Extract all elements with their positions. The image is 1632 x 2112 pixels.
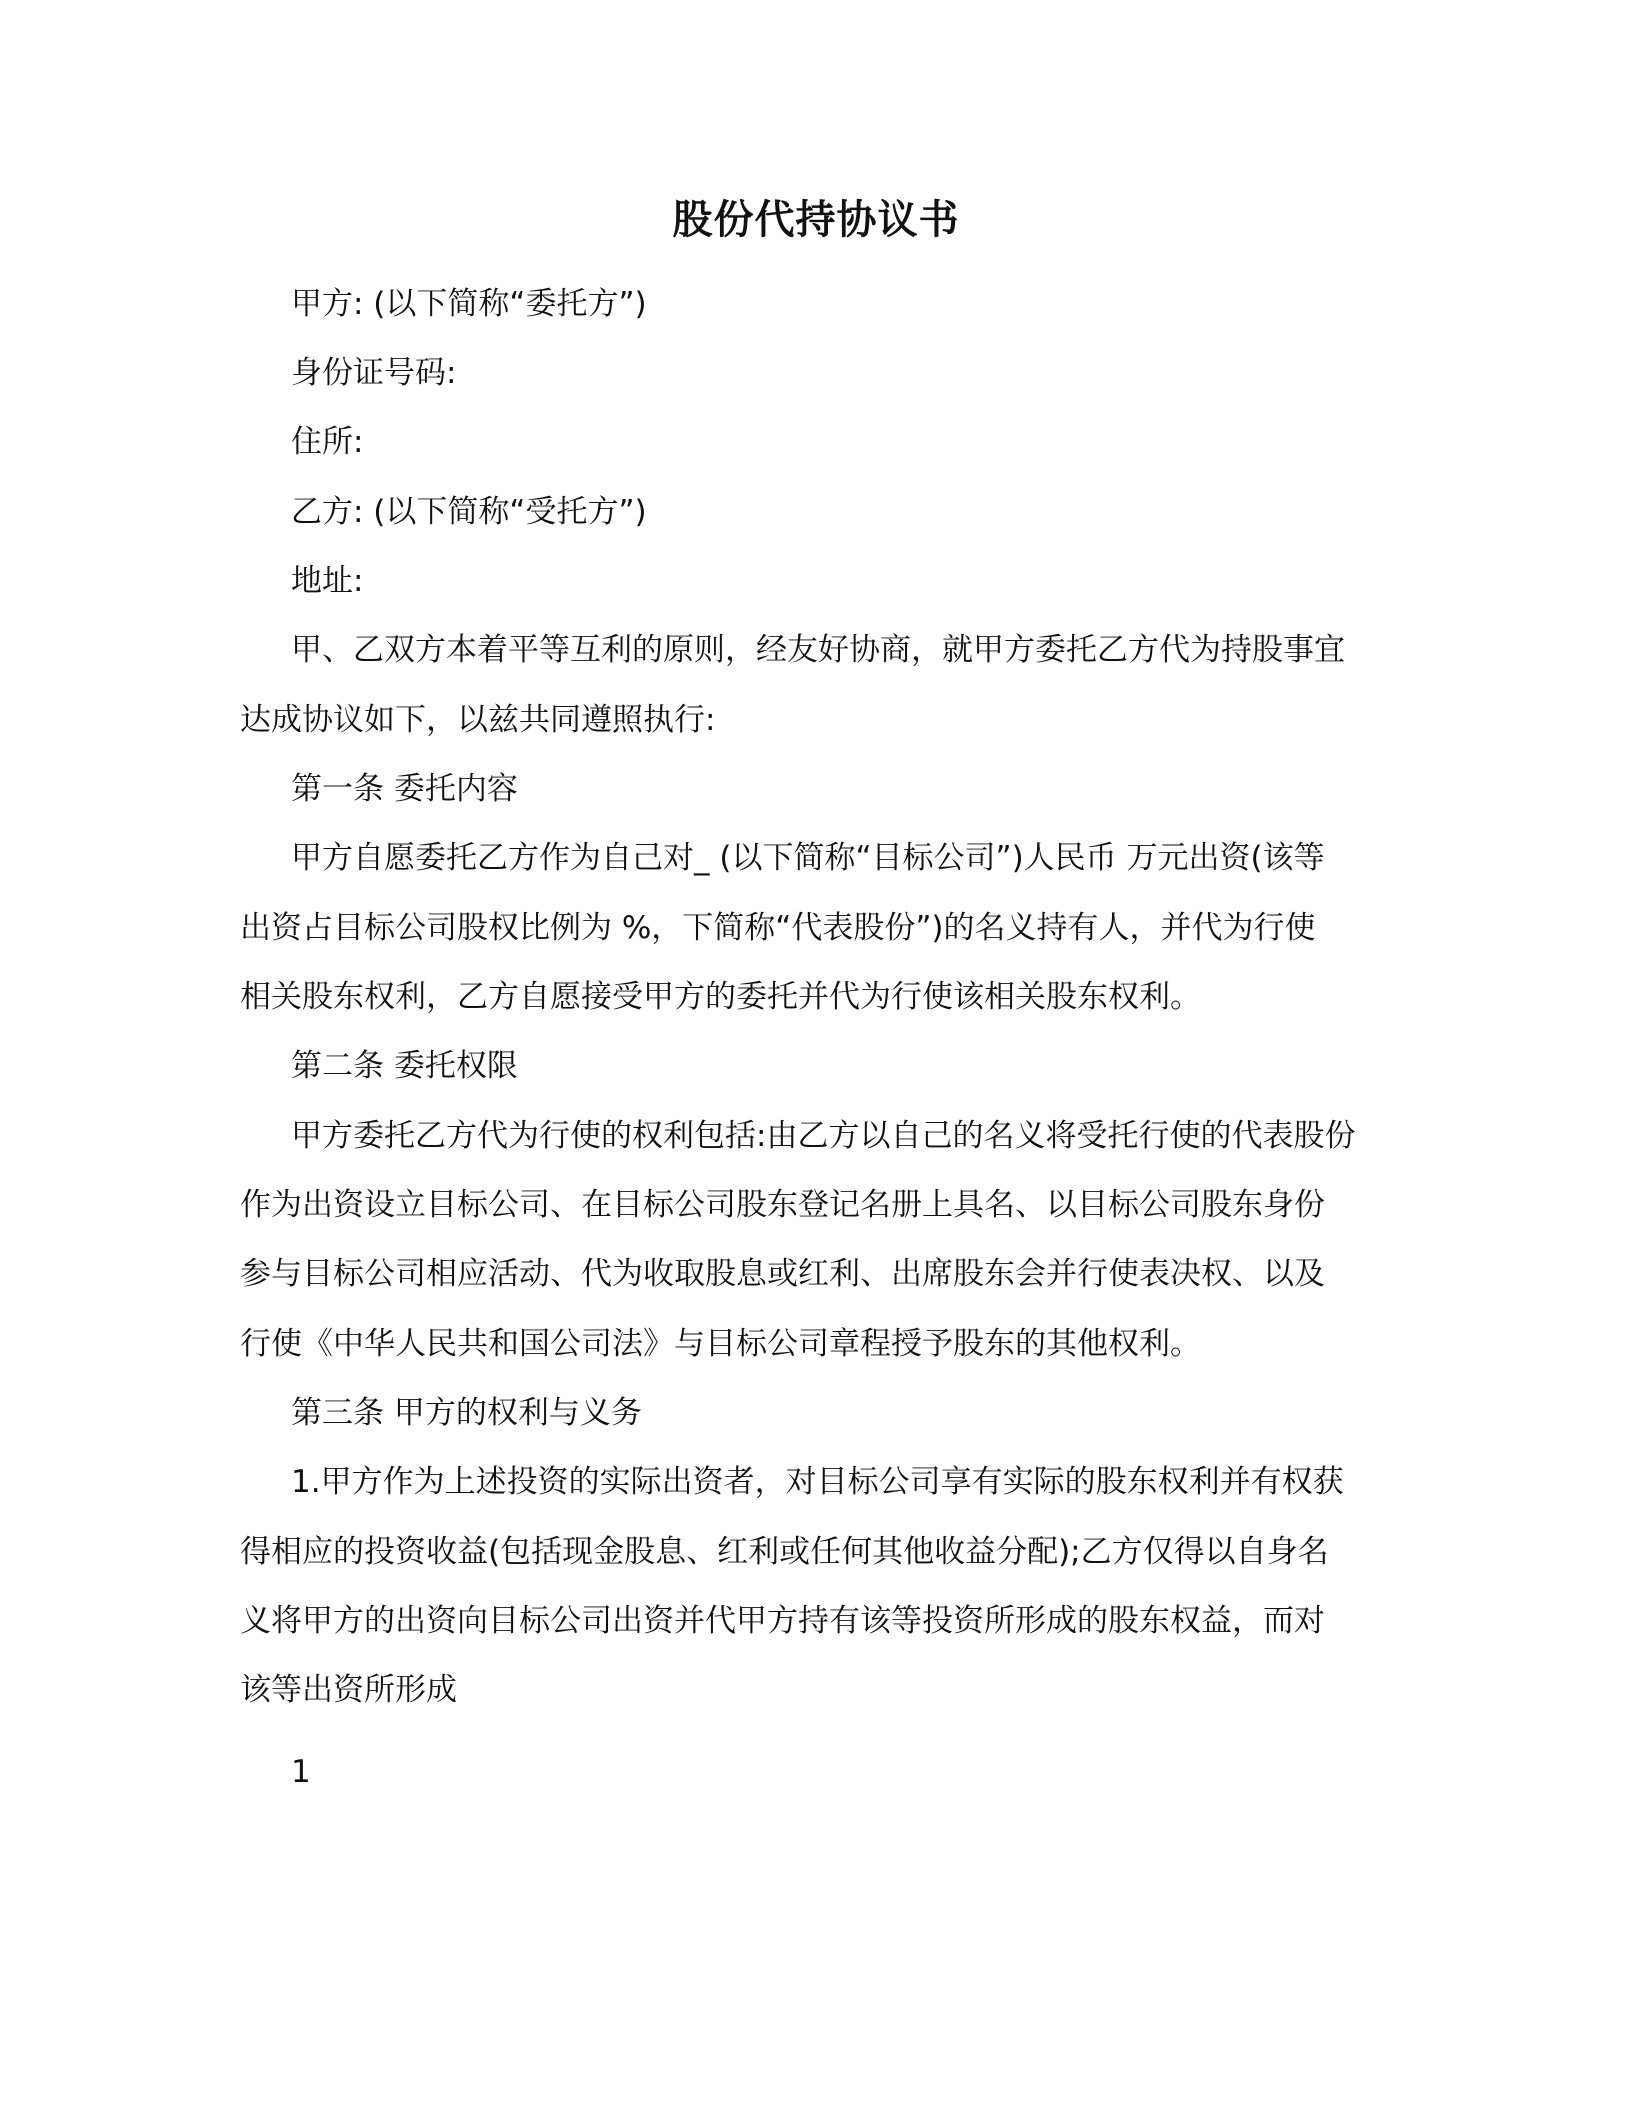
document-title: 股份代持协议书 (672, 197, 960, 243)
preamble-line-1: 甲、乙双方本着平等互利的原则，经友好协商，就甲方委托乙方代为持股事宜 (291, 632, 1345, 668)
party-b-line: 乙方: (以下简称“受托方”) (291, 494, 647, 530)
article2-heading: 第二条 委托权限 (291, 1048, 518, 1084)
article2-line-4: 行使《中华人民共和国公司法》与目标公司章程授予股东的其他权利。 (240, 1326, 1201, 1362)
article3-line-3: 义将甲方的出资向目标公司出资并代甲方持有该等投资所形成的股东权益，而对 (240, 1603, 1325, 1639)
article3-line-2: 得相应的投资收益(包括现金股息、红利或任何其他收益分配);乙方仅得以自身名 (240, 1534, 1329, 1570)
article3-heading: 第三条 甲方的权利与义务 (291, 1395, 642, 1431)
article1-line-3: 相关股东权利，乙方自愿接受甲方的委托并代为行使该相关股东权利。 (240, 979, 1201, 1015)
id-number-line: 身份证号码: (291, 355, 457, 391)
party-a-line: 甲方: (以下简称“委托方”) (291, 286, 647, 322)
article1-line-1: 甲方自愿委托乙方作为自己对_ (以下简称“目标公司”)人民币 万元出资(该等 (291, 840, 1325, 876)
article1-heading: 第一条 委托内容 (291, 771, 518, 807)
article2-line-2: 作为出资设立目标公司、在目标公司股东登记名册上具名、以目标公司股东身份 (240, 1187, 1325, 1223)
residence-line: 住所: (291, 424, 364, 460)
article2-line-1: 甲方委托乙方代为行使的权利包括:由乙方以自己的名义将受托行使的代表股份 (291, 1118, 1356, 1154)
address-line: 地址: (291, 563, 364, 599)
article3-line-4: 该等出资所形成 (240, 1672, 457, 1708)
preamble-line-2: 达成协议如下，以兹共同遵照执行: (240, 702, 716, 738)
page-number: 1 (291, 1754, 311, 1790)
article3-line-1: 1.甲方作为上述投资的实际出资者，对目标公司享有实际的股东权利并有权获 (291, 1464, 1344, 1500)
article2-line-3: 参与目标公司相应活动、代为收取股息或红利、出席股东会并行使表决权、以及 (240, 1256, 1325, 1292)
article1-line-2: 出资占目标公司股权比例为 %，下简称“代表股份”)的名义持有人，并代为行使 (240, 910, 1316, 946)
